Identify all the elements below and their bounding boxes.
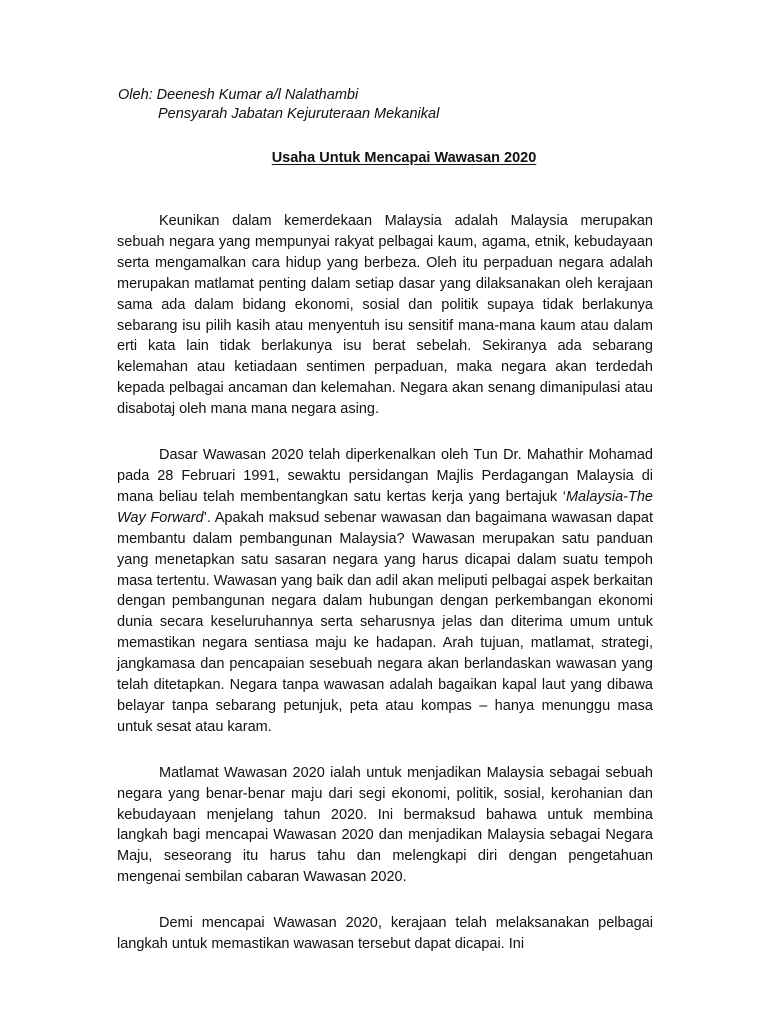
paragraph-1: Keunikan dalam kemerdekaan Malaysia adalah Malaysia merupakan sebuah negara yang mempunyai rakyat pelbagai kaum, agama, etnik, kebudayaan serta mengamalkan cara hidup yang berbeza. Oleh itu perpaduan negara adalah merupakan matlamat penting dalam setiap dasar yang dilaksanakan oleh kerajaan sama ada dalam bidang ekonomi, sosial dan politik supaya tidak berlakunya sebarang isu pilih kasih atau menyentuh isu sensitif mana-mana kaum atau dalam erti kata lain tidak berlakunya isu berat sebelah. Sekiranya ada sebarang kelemahan atau ketiadaan sentimen perpaduan, maka negara akan terdedah kepada pelbagai ancaman dan kelemahan. Negara akan senang dimanipulasi atau disabotaj oleh mana mana negara asing.	[117, 213, 653, 418]
paragraph-2	[117, 445, 653, 738]
paragraph-3: Matlamat Wawasan 2020 ialah untuk menjadikan Malaysia sebagai sebuah negara yang benar-benar maju dari segi ekonomi, politik, sosial, kerohanian dan kebudayaan menjelang tahun 2020. Ini bermaksud bahawa untuk membina langkah bagi mencapai Wawasan 2020 dan menjadikan Malaysia sebagai Negara Maju, seseorang itu harus tahu dan melengkapi diri dengan pengetahuan mengenai sembilan cabaran Wawasan 2020.	[117, 764, 653, 886]
paragraph-2-text-before: Dasar Wawasan 2020 telah diperkenalkan oleh Tun Dr. Mahathir Mohamad pada 28 Februari 1991, sewaktu persidangan Majlis Perdagangan Malaysia di mana beliau telah membentangkan satu kertas kerja yang bertajuk ‘	[117, 447, 653, 505]
author-block	[118, 86, 439, 124]
paragraph-2-text-after: ’. Apakah maksud sebenar wawasan dan bagaimana wawasan dapat membantu dalam pembangunan Malaysia? Wawasan merupakan satu panduan yang menetapkan satu sasaran negara yang harus dicapai dalam suatu tempoh masa tertentu. Wawasan yang baik dan adil akan meliputi pelbagai aspek berkaitan dengan pembangunan negara dalam hubungan dengan perkembangan ekonomi dunia secara keseluruhannya serta seharusnya jelas dan diterima umum untuk memastikan negara sentiasa maju ke hadapan. Arah tujuan, matlamat, strategi, jangkamasa dan pencapaian sesebuah negara akan berlandaskan wawasan yang telah ditetapkan. Negara tanpa wawasan adalah bagaikan kapal laut yang dibawa belayar tanpa sebarang petunjuk, peta atau kompas – hanya menunggu masa untuk sesat atau karam.	[117, 509, 654, 735]
paragraph-4: Demi mencapai Wawasan 2020, kerajaan telah melaksanakan pelbagai langkah untuk memastikan wawasan tersebut dapat dicapai. Ini	[117, 915, 653, 953]
title-text: Usaha Untuk Mencapai Wawasan 2020	[271, 150, 537, 166]
author-name: Oleh: Deenesh Kumar a/l Nalathambi	[118, 87, 359, 103]
document-title	[0, 150, 768, 166]
author-position: Pensyarah Jabatan Kejuruteraan Mekanikal	[158, 106, 440, 122]
document-body	[117, 211, 653, 980]
paragraph-2-quoted-title: Malaysia-The Way Forward	[117, 488, 653, 526]
